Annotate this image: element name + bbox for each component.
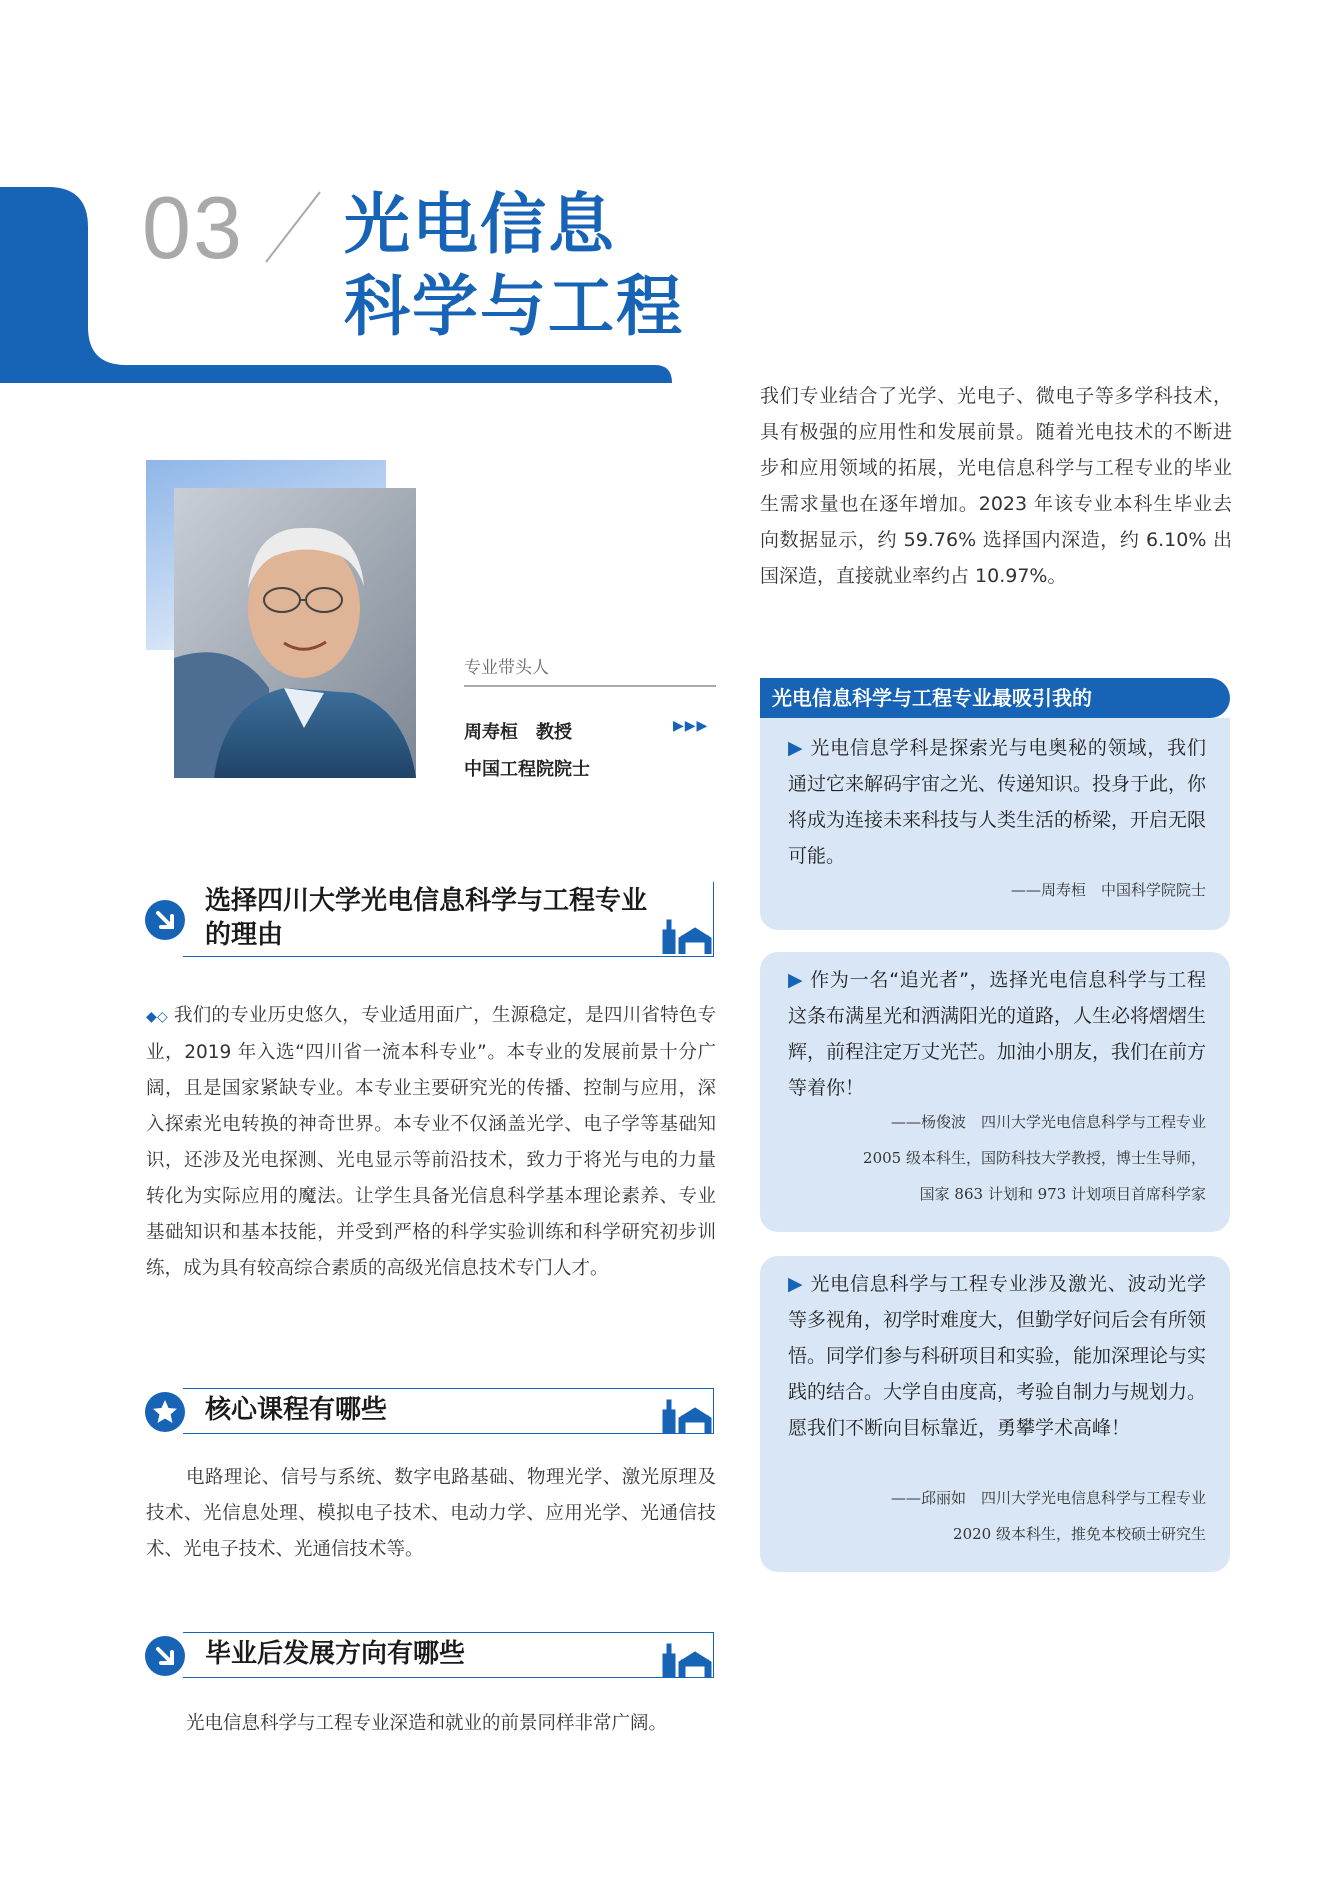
- arrow-triple-icon: ▶▶▶: [673, 718, 709, 734]
- reason-text: 我们的专业历史悠久，专业适用面广，生源稳定，是四川省特色专业，2019 年入选“四川省一流本科专业”。本专业的发展前景十分广阔，且是国家紧缺专业。本专业主要研究光的传播、控制与应用，深入探索光电转换的神奇世界。本专业不仅涵盖光学、电子学等基础知识，还涉及光电探测、光电显示等前沿技术，致力于将光与电的力量转化为实际应用的魔法。让学生具备光信息科学基本理论素养、专业基础知识和基本技能，并受到严格的科学实验训练和科学研究初步训练，成为具有较高综合素质的高级光信息技术专门人才。: [146, 1005, 716, 1279]
- section-title-courses: 核心课程有哪些: [205, 1395, 388, 1425]
- triangle-bullet-icon: ▶: [788, 1273, 811, 1295]
- building-icon: [661, 1390, 713, 1434]
- quote-card: [760, 952, 1230, 1232]
- reason-paragraph: [146, 998, 716, 1287]
- career-paragraph: 光电信息科学与工程专业深造和就业的前景同样非常广阔。: [186, 1713, 668, 1734]
- heading-cap-ornament: [1180, 675, 1228, 721]
- leader-divider: [464, 685, 716, 687]
- intro-paragraph: 我们专业结合了光学、光电子、微电子等多学科技术，具有极强的应用性和发展前景。随着光电技术的不断进步和应用领域的拓展，光电信息科学与工程专业的毕业生需求量也在逐年增加。2023 年该专业本科生毕业去向数据显示，约 59.76% 选择国内深造，约 6.10% 出国深造，直接就业率约占 10.97%。: [760, 385, 1232, 587]
- quote-source-line2: 2020 级本科生，推免本校硕士研究生: [953, 1525, 1206, 1543]
- diamond-bullet-icon: ◆◇: [146, 1009, 168, 1025]
- section-title-reason-line1: 选择四川大学光电信息科学与工程专业: [205, 886, 648, 916]
- building-icon: [661, 910, 713, 954]
- page-title-line2: 科学与工程: [344, 267, 684, 345]
- quote-card: [760, 1256, 1230, 1572]
- leader-name: 周寿桓 教授: [464, 722, 572, 743]
- quote-text: ▶ 光电信息学科是探索光与电奥秘的领域，我们通过它来解码宇宙之光、传递知识。投身于此，你将成为连接未来科技与人类生活的桥梁，开启无限可能。: [788, 737, 1207, 867]
- quote-source-line1: ——杨俊波 四川大学光电信息科学与工程专业: [890, 1113, 1206, 1131]
- quote-source: ——周寿桓 中国科学院院士: [1010, 881, 1206, 899]
- quote-card: [760, 718, 1230, 930]
- attract-heading: 光电信息科学与工程专业最吸引我的: [772, 686, 1092, 710]
- quote-text: ▶ 光电信息科学与工程专业涉及激光、波动光学等多视角，初学时难度大，但勤学好问后会有所领悟。同学们参与科研项目和实验，能加深理论与实践的结合。大学自由度高，考验自制力与规划力。愿我们不断向目标靠近，勇攀学术高峰！: [788, 1273, 1207, 1439]
- triangle-bullet-icon: ▶: [788, 969, 811, 991]
- building-icon: [661, 1634, 713, 1678]
- section-heading-courses: [145, 1388, 717, 1434]
- arrow-circle-icon: [145, 900, 185, 940]
- leader-label: 专业带头人: [464, 658, 549, 678]
- section-title-reason-line2: 的理由: [205, 920, 284, 950]
- leader-title: 中国工程院院士: [464, 759, 590, 780]
- quote-source-line1: ——邱丽如 四川大学光电信息科学与工程专业: [890, 1489, 1206, 1507]
- slash-divider: [258, 186, 328, 266]
- quote-text: ▶ 作为一名“追光者”，选择光电信息科学与工程这条布满星光和洒满阳光的道路，人生必将熠熠生辉，前程注定万丈光芒。加油小朋友，我们在前方等着你！: [788, 969, 1207, 1099]
- section-heading-career: [145, 1632, 717, 1678]
- quote-source-line3: 国家 863 计划和 973 计划项目首席科学家: [919, 1185, 1206, 1203]
- section-number: 03: [142, 178, 244, 277]
- section-title-career: 毕业后发展方向有哪些: [205, 1639, 466, 1669]
- star-circle-icon: [145, 1392, 185, 1432]
- page-title-line1: 光电信息: [344, 185, 616, 263]
- courses-paragraph: 电路理论、信号与系统、数字电路基础、物理光学、激光原理及技术、光信息处理、模拟电子技术、电动力学、应用光学、光通信技术、光电子技术、光通信技术等。: [146, 1467, 716, 1560]
- arrow-circle-icon: [145, 1636, 185, 1676]
- triangle-bullet-icon: ▶: [788, 737, 811, 759]
- quote-source-line2: 2005 级本科生，国防科技大学教授，博士生导师，: [863, 1149, 1206, 1167]
- leader-portrait: [174, 488, 416, 778]
- section-heading-reason: [145, 882, 717, 958]
